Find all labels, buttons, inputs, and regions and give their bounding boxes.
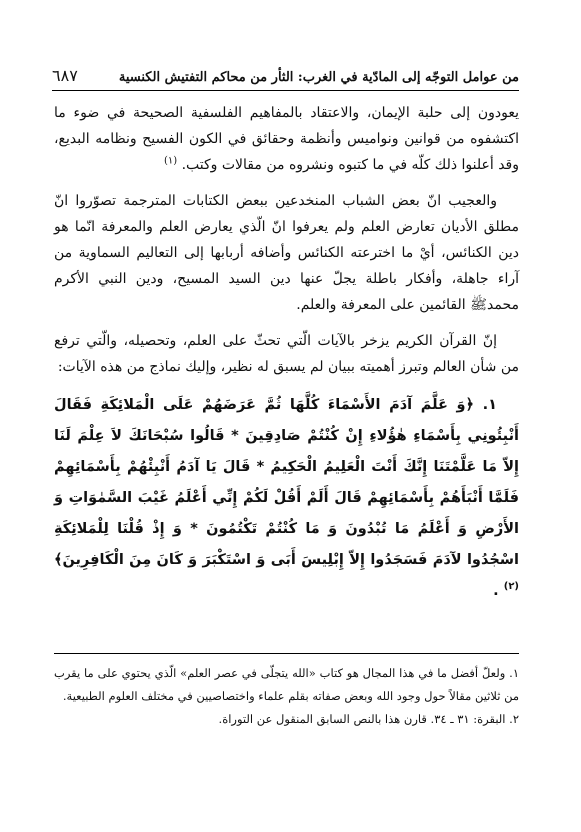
paragraph-1 bbox=[54, 100, 519, 178]
footnotes bbox=[54, 662, 519, 731]
quran-text: ١. ﴿وَ عَلَّمَ آدَمَ الأَسْمَاءَ كُلَّهَا ثُمَّ عَرَضَهُمْ عَلَى الْمَلائِكَةِ فَقَالَ أَنْبِئُونِي بِأَسْمَاءِ هٰؤُلاءِ إِنْ كُنْتُمْ صَادِقِينَ * قَالُوا سُبْحَانَكَ لاَ عِلْمَ لَنَا إِلاّ مَا عَلَّمْتَنَا إِنَّكَ أَنْتَ الْعَلِيمُ الْحَكِيمُ * قَالَ يَا آدَمُ أَنْبِئْهُمْ بِأَسْمَائِهِمْ فَلَمَّا أَنْبَأَهُمْ بِأَسْمَائِهِمْ قَالَ أَلَمْ أَقُلْ لَكُمْ إِنِّي أَعْلَمُ غَيْبَ السَّمٰوَاتِ وَ الأَرْضِ وَ أَعْلَمُ مَا تُبْدُونَ وَ مَا كُنْتُمْ تَكْتُمُونَ * وَ إِذْ قُلْنَا لِلْمَلائِكَةِ اسْجُدُوا لآدَمَ فَسَجَدُوا إِلاّ إِبْلِيسَ أَبَى وَ اسْتَكْبَرَ وَ كَانَ مِنَ الْكَافِرِينَ﴾ bbox=[54, 397, 519, 568]
main-text bbox=[54, 100, 519, 617]
footnote-ref-2: (٢) bbox=[503, 581, 519, 593]
paragraph-2: والعجيب انّ بعض الشباب المنخدعين ببعض الكتابات المترجمة تصوّروا انّ مطلق الأديان تعارض العلم ولم يعرفوا انّ الّذي يعارض العلم والمعرفة انّما هو دين الكنائس، أيْ ما اخترعته الكنائس وأضافه أربابها إلى التعاليم السماوية من آراء جاهلة، وأفكار باطلة يجلّ عنها دين السيد المسيح، ودين النبي الأكرم محمدﷺ القائمين على المعرفة والعلم. bbox=[54, 193, 519, 313]
paragraph-1-text: يعودون إلى حلبة الإيمان، والاعتقاد بالمفاهيم الفلسفية الصحيحة في ضوء ما اكتشفوه من قوانين ونواميس وأنظمة وحقائق في الكون الفسيح ونظامه البديع، وقد أعلنوا ذلك كلّه في ما كتبوه ونشروه من مقالات وكتب. bbox=[54, 105, 519, 173]
header-rule bbox=[52, 90, 519, 91]
page-number: ٦٨٧ bbox=[52, 66, 78, 85]
quran-end-mark: . bbox=[493, 583, 499, 599]
footnote-rule bbox=[54, 653, 519, 654]
chapter-title: من عوامل التوجّه إلى المادّية في الغرب: الثأر من محاكم التفتيش الكنسية bbox=[118, 70, 519, 85]
running-header bbox=[52, 66, 519, 85]
footnote-2: ٢. البقرة: ٣١ ـ ٣٤. قارن هذا بالنص السابق المنقول عن التوراة. bbox=[218, 712, 519, 726]
paragraph-3: إنّ القرآن الكريم يزخر بالآيات الّتي تحثّ على العلم، وتحصيله، والّتي ترفع من شأن العالم وتبرز أهميته ببيان لم يسبق له نظير، وإليك نماذج من هذه الآيات: bbox=[54, 333, 519, 375]
footnote-ref-1: (١) bbox=[163, 155, 178, 167]
quran-verses bbox=[54, 390, 519, 607]
footnote-1: ١. ولعلّ أفضل ما في هذا المجال هو كتاب «الله يتجلّى في عصر العلم» الّذي يحتوي على ما يقرب من ثلاثين مقالاً حول وجود الله وبعض صفاته بقلم علماء واختصاصيين في مختلف العلوم الطبيعية. bbox=[54, 666, 519, 703]
